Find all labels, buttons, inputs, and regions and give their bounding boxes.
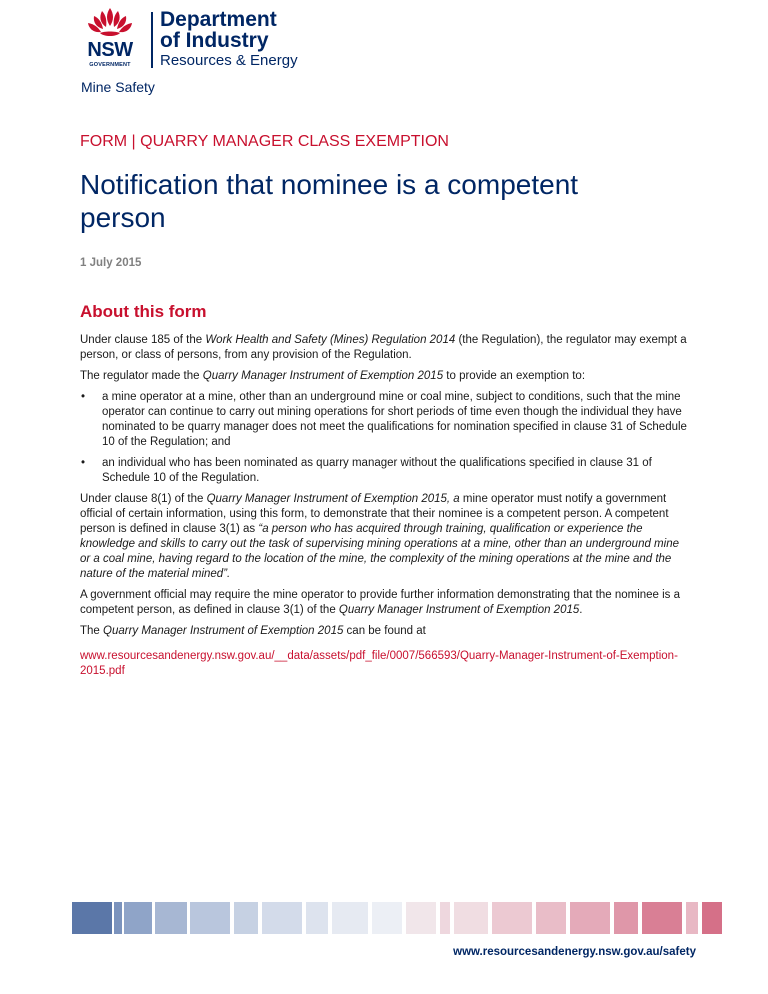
- mine-safety-label: Mine Safety: [81, 79, 155, 95]
- body-content: [80, 333, 688, 685]
- bullet-icon: •: [81, 391, 86, 403]
- paragraph-4: A government official may require the mine operator to provide further information demonstrating that the nominee is a competent person, as defined in clause 3(1) of the Quarry Manager Instrument of Exemption 2015.: [80, 589, 681, 616]
- list-item: • a mine operator at a mine, other than an underground mine or coal mine, subject to conditions, such that the mine operator can continue to carry out mining operations for short periods of time even though the individual they have nominated to be quarry manager does not meet the qualifications for nomination specified in clause 31 of Schedule 10 of the Regulation; and: [81, 391, 687, 448]
- government-wordmark: GOVERNMENT: [89, 62, 131, 68]
- logo-divider: [151, 12, 153, 68]
- nsw-wordmark: NSW: [87, 39, 133, 61]
- exemption-list: [80, 390, 688, 486]
- department-name-line2: of Industry: [160, 29, 269, 52]
- list-item: • an individual who has been nominated as quarry manager without the qualifications specified in clause 31 of Schedule 10 of the Regulation.: [81, 457, 652, 484]
- paragraph-3: Under clause 8(1) of the Quarry Manager Instrument of Exemption 2015, a mine operator must notify a government official of certain information, using this form, to demonstrate that their nominee is a competent person. A competent person is defined in clause 3(1) as “a person who has acquired through training, qualification or experience the knowledge and skills to carry out the task of supervising mining operations at a mine, other than an underground mine or a coal mine, having regard to the location of the mine, the complexity of the mining operations at the mine and the nature of the material mined”.: [80, 493, 679, 580]
- bullet-icon: •: [81, 457, 86, 469]
- paragraph-2: The regulator made the Quarry Manager Instrument of Exemption 2015 to provide an exemption to:: [80, 370, 586, 382]
- paragraph-1: Under clause 185 of the Work Health and Safety (Mines) Regulation 2014 (the Regulation), the regulator may exempt a person, or class of persons, from any provision of the Regulation.: [80, 334, 687, 361]
- department-name-line1: Department: [160, 8, 277, 31]
- section-heading: About this form: [80, 302, 207, 321]
- footer-website-link[interactable]: www.resourcesandenergy.nsw.gov.au/safety: [453, 946, 696, 958]
- publication-date: 1 July 2015: [80, 257, 142, 269]
- paragraph-5: The Quarry Manager Instrument of Exemption 2015 can be found at: [80, 625, 426, 637]
- page-title: Notification that nominee is a competent person: [80, 169, 579, 233]
- form-category-label: FORM | QUARRY MANAGER CLASS EXEMPTION: [80, 133, 449, 150]
- exemption-document-link[interactable]: www.resourcesandenergy.nsw.gov.au/__data/assets/pdf_file/0007/566593/Quarry-Manager-Instrument-of-Exemption-2015.pdf: [80, 650, 678, 677]
- department-division: Resources & Energy: [160, 52, 298, 69]
- decorative-color-strip: [0, 902, 768, 934]
